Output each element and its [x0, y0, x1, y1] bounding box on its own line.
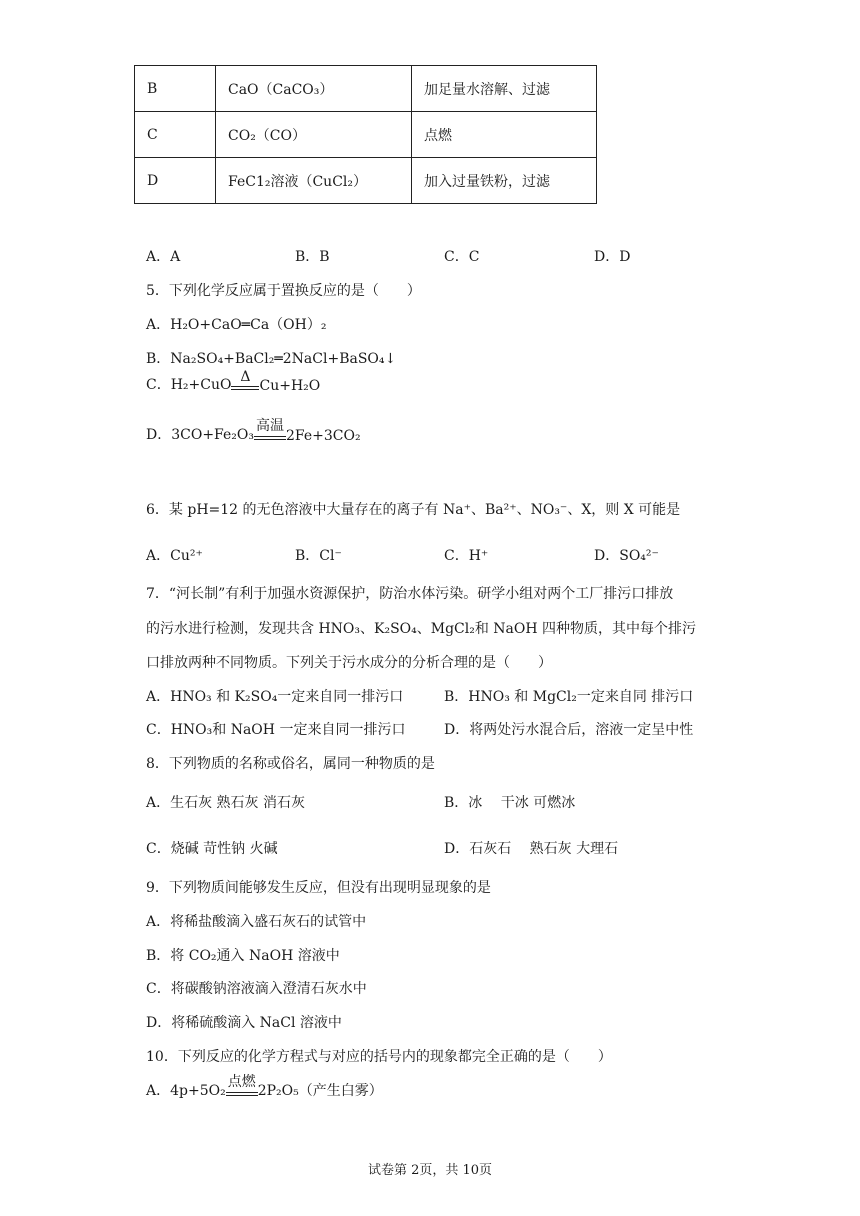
q5-c-prefix: C．H₂+CuO	[146, 377, 232, 393]
q8-option-b: B．冰 干冰 可燃冰	[444, 795, 576, 811]
q8-option-d: D．石灰石 熟石灰 大理石	[444, 841, 619, 857]
condition-text: Δ	[240, 369, 251, 385]
q6-option-c: C．H⁺	[444, 548, 489, 564]
reaction-condition	[231, 369, 259, 394]
q6-option-b: B．Cl⁻	[295, 548, 342, 564]
q5-option-a: A．H₂O+CaO═Ca（OH）₂	[146, 317, 327, 333]
row-label: D	[135, 158, 216, 204]
row-substance: FeC1₂溶液（CuCl₂）	[216, 158, 412, 204]
q9-option-b: B．将 CO₂通入 NaOH 溶液中	[146, 948, 340, 964]
row-substance: CaO（CaCO₃）	[216, 66, 412, 112]
equals-bar	[231, 386, 259, 390]
reaction-condition	[226, 1074, 258, 1100]
q10-stem: 10．下列反应的化学方程式与对应的括号内的现象都完全正确的是（ ）	[146, 1049, 612, 1065]
table-row	[135, 112, 597, 158]
q5-d-prefix: D．3CO+Fe₂O₃	[146, 427, 254, 443]
option-table	[134, 65, 597, 204]
row-method: 加足量水溶解、过滤	[412, 66, 597, 112]
q5-d-suffix: 2Fe+3CO₂	[286, 428, 361, 444]
row-label: B	[135, 66, 216, 112]
equals-bar	[226, 1092, 258, 1096]
q10-a-suffix: 2P₂O₅（产生白雾）	[257, 1083, 383, 1099]
reaction-condition	[254, 418, 286, 444]
q9-option-c: C．将碳酸钠溶液滴入澄清石灰水中	[146, 981, 367, 997]
q5-option-c	[146, 369, 321, 404]
q7-option-d: D．将两处污水混合后，溶液一定呈中性	[444, 722, 694, 738]
q6-stem: 6．某 pH=12 的无色溶液中大量存在的离子有 Na⁺、Ba²⁺、NO₃⁻、X，则 X 可能是	[146, 502, 681, 518]
q7-option-c: C．HNO₃和 NaOH 一定来自同一排污口	[146, 722, 406, 738]
page-footer: 试卷第 2页，共 10页	[367, 1163, 493, 1178]
q7-option-b: B．HNO₃ 和 MgCl₂一定来自同 排污口	[444, 689, 694, 705]
table-row	[135, 158, 597, 204]
q10-option-a	[146, 1074, 383, 1116]
q5-option-b: B．Na₂SO₄+BaCl₂═2NaCl+BaSO₄↓	[146, 351, 397, 367]
q4-option-c: C．C	[444, 249, 480, 265]
q7-line-1: 7．“河长制”有利于加强水资源保护，防治水体污染。研学小组对两个工厂排污口排放	[146, 586, 674, 602]
q5-stem: 5．下列化学反应属于置换反应的是（ ）	[146, 283, 421, 299]
row-method: 点燃	[412, 112, 597, 158]
q9-option-a: A．将稀盐酸滴入盛石灰石的试管中	[146, 914, 367, 930]
equals-bar	[254, 436, 286, 440]
q6-option-d: D．SO₄²⁻	[594, 548, 659, 564]
q7-line-3: 口排放两种不同物质。下列关于污水成分的分析合理的是（ ）	[146, 655, 552, 671]
q4-option-d: D．D	[594, 249, 631, 265]
q5-c-suffix: Cu+H₂O	[259, 378, 321, 394]
q4-option-b: B．B	[295, 249, 330, 265]
q8-option-a: A．生石灰 熟石灰 消石灰	[146, 795, 306, 811]
q8-stem: 8．下列物质的名称或俗名，属同一种物质的是	[146, 756, 435, 772]
q7-line-2: 的污水进行检测，发现共含 HNO₃、K₂SO₄、MgCl₂和 NaOH 四种物质，其中每个排污	[146, 621, 697, 637]
q10-a-prefix: A．4p+5O₂	[146, 1083, 226, 1099]
row-method: 加入过量铁粉，过滤	[412, 158, 597, 204]
q8-option-c: C．烧碱 苛性钠 火碱	[146, 841, 278, 857]
q4-option-a: A．A	[146, 249, 181, 265]
row-substance: CO₂（CO）	[216, 112, 412, 158]
q6-option-a: A．Cu²⁺	[146, 548, 203, 564]
q5-option-d	[146, 418, 361, 460]
q9-option-d: D．将稀硫酸滴入 NaCl 溶液中	[146, 1015, 342, 1031]
q9-stem: 9．下列物质间能够发生反应，但没有出现明显现象的是	[146, 880, 491, 896]
q7-option-a: A．HNO₃ 和 K₂SO₄一定来自同一排污口	[146, 689, 404, 705]
row-label: C	[135, 112, 216, 158]
table-row	[135, 66, 597, 112]
condition-text: 高温	[256, 418, 284, 434]
condition-text: 点燃	[227, 1074, 256, 1090]
